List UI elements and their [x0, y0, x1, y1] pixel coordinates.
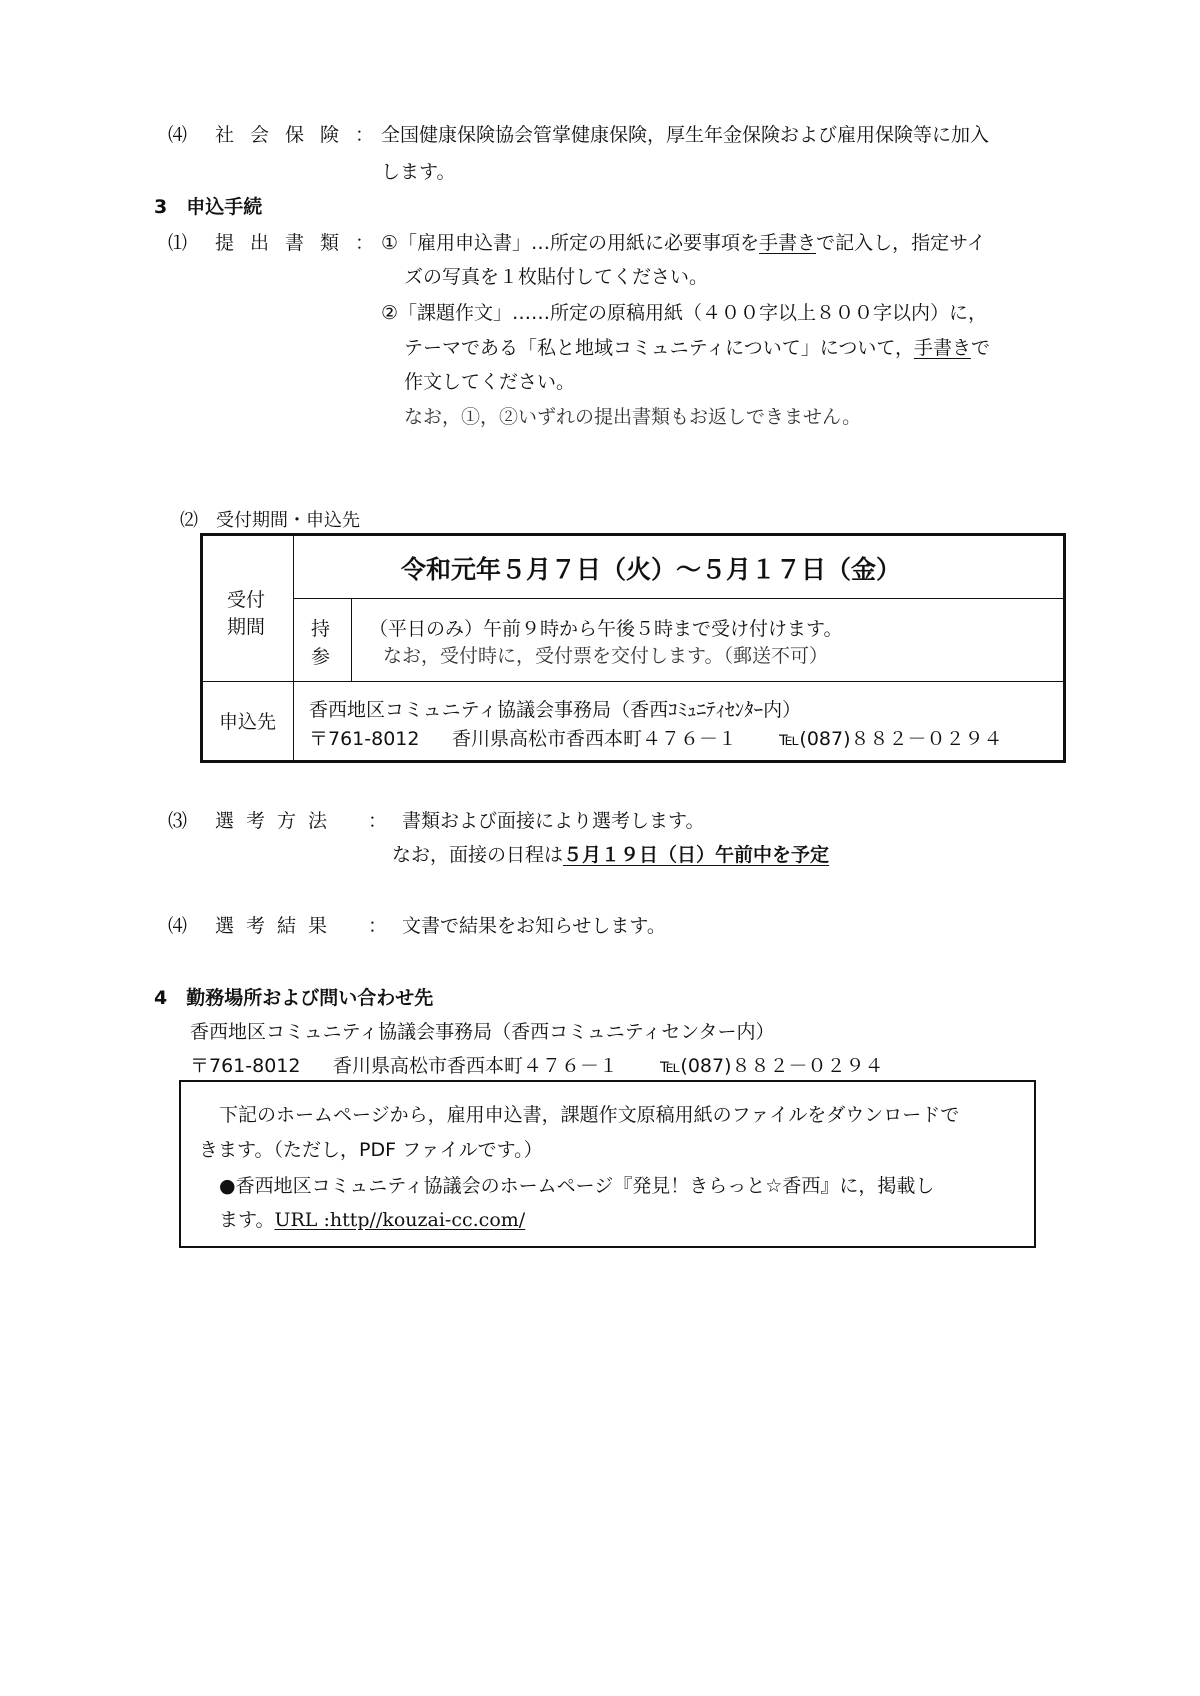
documents-item-1-text-end: で記入し，指定サイ: [816, 232, 986, 254]
selection-method-colon: ：: [368, 810, 388, 832]
documents-item-1-text: ①「雇用申込書」…所定の用紙に必要事項を: [381, 232, 760, 254]
handwritten-emphasis: 手書き: [759, 232, 817, 254]
item-number: ⑷: [168, 124, 188, 146]
notice-line-2: きます。（ただし，PDF ファイルです。）: [199, 1139, 543, 1161]
workplace-postal: 〒761-8012: [190, 1055, 301, 1077]
social-insurance-text-1: 全国健康保険協会管掌健康保険，厚生年金保険および雇用保険等に加入: [381, 124, 990, 146]
destination-postal: 〒761-8012: [309, 728, 420, 750]
period-dates: 令和元年５月７日（火）～５月１７日（金）: [401, 555, 902, 584]
destination-label: 申込先: [219, 711, 277, 733]
interview-note-text: なお，面接の日程は: [392, 844, 564, 866]
selection-method-label: 選考方法: [215, 810, 340, 832]
social-insurance-label: 社会保険：: [215, 124, 391, 146]
section-3-heading: 3 申込手続: [154, 196, 263, 218]
method-text-2: なお，受付時に，受付票を交付します。（郵送不可）: [383, 645, 828, 667]
handwritten-emphasis: 手書き: [913, 337, 971, 359]
reception-caption: ⑵ 受付期間・申込先: [180, 510, 360, 531]
selection-result-text: 文書で結果をお知らせします。: [402, 915, 666, 937]
item-number: ⑷: [168, 915, 188, 937]
section-4-heading: 4 勤務場所および問い合わせ先: [154, 987, 434, 1009]
workplace-address: 香川県高松市香西本町４７６－１: [333, 1055, 619, 1077]
reception-table: [200, 533, 1066, 763]
documents-item-2-cont: [404, 333, 990, 360]
download-notice-box: [179, 1080, 1036, 1248]
documents-item-1: [381, 228, 986, 255]
workplace-name: 香西地区コミュニティ協議会事務局（香西コミュニティセンター内）: [190, 1021, 775, 1043]
destination-address: 香川県高松市香西本町４７６－１: [452, 728, 738, 750]
notice-line-4-text: ます。: [219, 1209, 275, 1231]
method-label-2: 参: [311, 646, 331, 668]
documents-item-2-cont-2: 作文してください。: [404, 371, 576, 393]
documents-label: 提出書類：: [215, 232, 391, 254]
selection-result-label: 選考結果: [215, 915, 340, 937]
interview-date: ５月１９日（日）午前中を予定: [563, 844, 830, 866]
period-label-1: 受付: [227, 589, 266, 611]
workplace-tel: ℡(087)８８２－０２９４: [660, 1055, 884, 1077]
notice-line-1: 下記のホームページから，雇用申込書，課題作文原稿用紙のファイルをダウンロードで: [219, 1104, 960, 1126]
method-text-1: （平日のみ）午前９時から午後５時まで受け付けます。: [369, 618, 843, 640]
item-number: ⑴: [168, 232, 188, 254]
destination-tel: ℡(087)８８２－０２９４: [779, 728, 1003, 750]
interview-note: [392, 840, 829, 867]
documents-item-1-cont: ズの写真を１枚貼付してください。: [404, 266, 709, 288]
documents-item-2-theme: テーマである「私と地域コミュニティについて」について，: [404, 337, 914, 359]
homepage-url-link[interactable]: URL :http//kouzai-cc.com/: [274, 1209, 526, 1231]
selection-result-colon: ：: [368, 915, 388, 937]
documents-item-2: ②「課題作文」……所定の原稿用紙（４００字以上８００字以内）に，: [381, 302, 988, 324]
method-label-1: 持: [311, 618, 331, 640]
social-insurance-text-2: します。: [381, 161, 456, 183]
destination-name: 香西地区コミュニティ協議会事務局（香西ｺﾐｭﾆﾃｨｾﾝﾀｰ内）: [309, 699, 802, 721]
item-number: ⑶: [168, 810, 188, 832]
period-label-2: 期間: [227, 616, 266, 638]
documents-note: なお，①，②いずれの提出書類もお返しできません。: [404, 406, 862, 428]
notice-line-3: ●香西地区コミュニティ協議会のホームページ『発見！きらっと☆香西』に，掲載し: [219, 1175, 935, 1197]
selection-method-text: 書類および面接により選考します。: [402, 810, 705, 832]
documents-item-2-theme-end: で: [970, 337, 990, 359]
notice-line-4: [219, 1205, 525, 1232]
